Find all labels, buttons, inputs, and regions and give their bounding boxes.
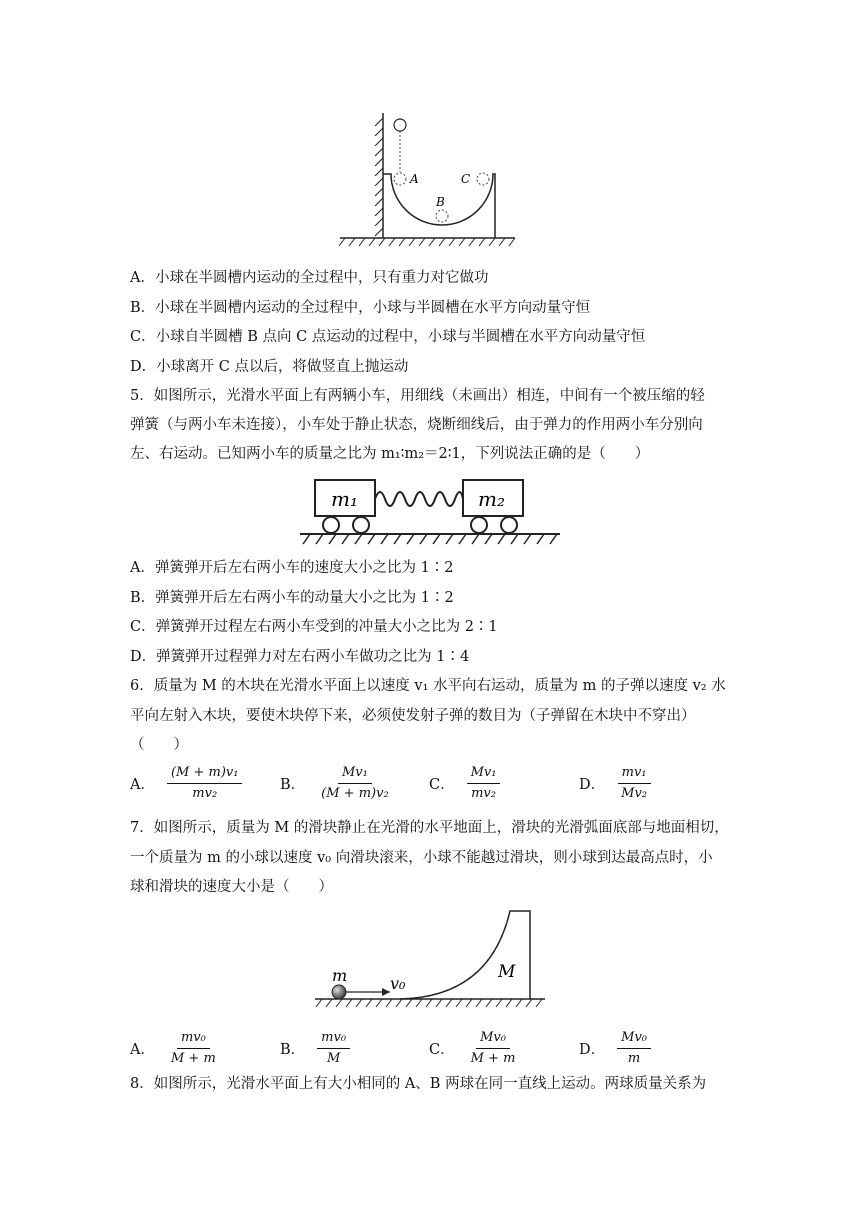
q7-d-num: Mv₀ bbox=[617, 1030, 651, 1049]
label-C: C bbox=[461, 172, 471, 186]
q5-stem-3: 左、右运动。已知两小车的质量之比为 m₁∶m₂＝2∶1，下列说法正确的是（ ） bbox=[130, 446, 650, 462]
q6-option-d bbox=[579, 765, 651, 802]
q6-option-d-label: D． bbox=[579, 777, 606, 793]
label-v0: v₀ bbox=[390, 974, 406, 993]
q7-option-a-label: A． bbox=[130, 1042, 155, 1058]
q6-option-c bbox=[429, 765, 500, 802]
q7-a-den: M + m bbox=[170, 1051, 216, 1066]
label-m1: m₁ bbox=[331, 487, 358, 511]
q7-d-den: m bbox=[627, 1051, 641, 1066]
q6-a-den: mv₂ bbox=[192, 786, 218, 801]
q5-stem-1: 5．如图所示，光滑水平面上有两辆小车，用细线（未画出）相连，中间有一个被压缩的轻 bbox=[130, 388, 705, 404]
label-m: m bbox=[332, 966, 348, 985]
q7-option-a bbox=[130, 1030, 220, 1067]
q8-stem-1: 8．如图所示，光滑水平面上有大小相同的 A、B 两球在同一直线上运动。两球质量关系为 bbox=[130, 1076, 707, 1092]
q6-c-num: Mv₁ bbox=[467, 765, 501, 784]
q5-option-b: B．弹簧弹开后左右两小车的动量大小之比为 1∶2 bbox=[130, 590, 454, 606]
q5-option-c: C．弹簧弹开过程左右两小车受到的冲量大小之比为 2∶1 bbox=[130, 619, 498, 635]
q7-option-c-label: C． bbox=[429, 1042, 455, 1058]
q6-d-num: mv₁ bbox=[618, 765, 651, 784]
q7-option-b bbox=[280, 1030, 350, 1067]
q7-a-num: mv₀ bbox=[177, 1030, 210, 1049]
q7-option-c bbox=[429, 1030, 519, 1067]
label-M: M bbox=[498, 962, 516, 982]
q6-b-num: Mv₁ bbox=[338, 765, 372, 784]
q4-option-a: A．小球在半圆槽内运动的全过程中，只有重力对它做功 bbox=[130, 270, 489, 286]
label-B: B bbox=[436, 195, 445, 209]
q7-b-den: M bbox=[326, 1051, 341, 1066]
q5-option-d: D．弹簧弹开过程弹力对左右两小车做功之比为 1∶4 bbox=[130, 649, 470, 665]
q6-b-den: (M + m)v₂ bbox=[321, 786, 389, 801]
q4-option-c: C．小球自半圆槽 B 点向 C 点运动的过程中，小球与半圆槽在水平方向动量守恒 bbox=[130, 329, 646, 345]
q6-a-num: (M + m)v₁ bbox=[167, 765, 243, 784]
q4-option-b: B．小球在半圆槽内运动的全过程中，小球与半圆槽在水平方向动量守恒 bbox=[130, 300, 591, 316]
q6-stem-3: （ ） bbox=[130, 737, 188, 753]
q6-c-den: mv₂ bbox=[471, 786, 496, 801]
q7-c-num: Mv₀ bbox=[476, 1030, 510, 1049]
q6-option-a bbox=[130, 765, 242, 802]
label-m2: m₂ bbox=[478, 487, 505, 511]
q6-stem-1: 6．质量为 M 的木块在光滑水平面上以速度 v₁ 水平向右运动，质量为 m 的子弹以速度 v₂ 水 bbox=[130, 678, 726, 694]
q6-stem-2: 平向左射入木块，要使木块停下来，必须使发射子弹的数目为（子弹留在木块中不穿出） bbox=[130, 708, 696, 724]
q5-stem-2: 弹簧（与两小车未连接），小车处于静止状态，烧断细线后，由于弹力的作用两小车分别向 bbox=[130, 417, 703, 433]
q5-option-a: A．弹簧弹开后左右两小车的速度大小之比为 1∶2 bbox=[130, 560, 454, 576]
q7-b-num: mv₀ bbox=[317, 1030, 350, 1049]
q7-stem-1: 7．如图所示，质量为 M 的滑块静止在光滑的水平地面上，滑块的光滑弧面底部与地面相切， bbox=[130, 820, 729, 836]
figure-q7-slider bbox=[310, 905, 550, 1015]
q6-option-a-label: A． bbox=[130, 777, 155, 793]
label-A: A bbox=[410, 172, 419, 186]
q6-option-c-label: C． bbox=[429, 777, 455, 793]
q7-c-den: M + m bbox=[470, 1051, 516, 1066]
q6-option-b bbox=[280, 765, 393, 802]
q7-option-b-label: B． bbox=[280, 1042, 306, 1058]
q6-option-b-label: B． bbox=[280, 777, 306, 793]
q7-stem-2: 一个质量为 m 的小球以速度 v₀ 向滑块滚来，小球不能越过滑块，则小球到达最高点时，小 bbox=[130, 850, 713, 866]
q6-d-den: Mv₂ bbox=[621, 786, 648, 801]
figure-q5-carts bbox=[295, 477, 565, 552]
q7-stem-3: 球和滑块的速度大小是（ ） bbox=[130, 879, 333, 895]
figure-q4-trough bbox=[335, 108, 520, 253]
q7-option-d-label: D． bbox=[579, 1042, 606, 1058]
q7-option-d bbox=[579, 1030, 651, 1067]
q4-option-d: D．小球离开 C 点以后，将做竖直上抛运动 bbox=[130, 359, 409, 375]
